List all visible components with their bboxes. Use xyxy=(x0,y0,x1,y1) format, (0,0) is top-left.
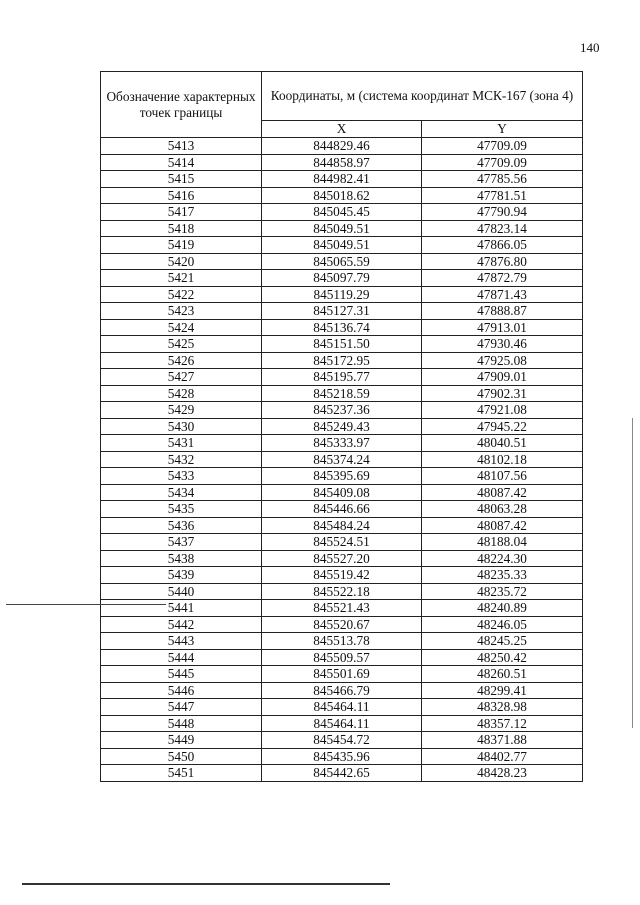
cell-x: 845513.78 xyxy=(262,633,422,650)
cell-y: 48087.42 xyxy=(422,517,583,534)
cell-x: 845521.43 xyxy=(262,600,422,617)
cell-y: 47945.22 xyxy=(422,418,583,435)
cell-y: 47709.09 xyxy=(422,138,583,155)
cell-point: 5428 xyxy=(101,385,262,402)
cell-point: 5432 xyxy=(101,451,262,468)
cell-y: 47930.46 xyxy=(422,336,583,353)
cell-point: 5438 xyxy=(101,550,262,567)
cell-point: 5427 xyxy=(101,369,262,386)
cell-point: 5437 xyxy=(101,534,262,551)
table-row xyxy=(101,649,583,666)
cell-point: 5433 xyxy=(101,468,262,485)
header-y: Y xyxy=(422,121,583,138)
table-row xyxy=(101,138,583,155)
table-row xyxy=(101,666,583,683)
cell-y: 47709.09 xyxy=(422,154,583,171)
cell-point: 5443 xyxy=(101,633,262,650)
table-row xyxy=(101,154,583,171)
cell-y: 48245.25 xyxy=(422,633,583,650)
cell-point: 5424 xyxy=(101,319,262,336)
cell-x: 845527.20 xyxy=(262,550,422,567)
cell-y: 48235.33 xyxy=(422,567,583,584)
cell-point: 5441 xyxy=(101,600,262,617)
table-row xyxy=(101,699,583,716)
table-row xyxy=(101,435,583,452)
cell-point: 5423 xyxy=(101,303,262,320)
cell-y: 47913.01 xyxy=(422,319,583,336)
table-row xyxy=(101,369,583,386)
cell-x: 845127.31 xyxy=(262,303,422,320)
cell-x: 845172.95 xyxy=(262,352,422,369)
table-row xyxy=(101,600,583,617)
table-row xyxy=(101,336,583,353)
cell-y: 48224.30 xyxy=(422,550,583,567)
cell-y: 48260.51 xyxy=(422,666,583,683)
table-row xyxy=(101,682,583,699)
cell-point: 5435 xyxy=(101,501,262,518)
table-row xyxy=(101,550,583,567)
cell-x: 845097.79 xyxy=(262,270,422,287)
cell-y: 48087.42 xyxy=(422,484,583,501)
cell-y: 47909.01 xyxy=(422,369,583,386)
table-row xyxy=(101,534,583,551)
table-row xyxy=(101,237,583,254)
cell-y: 48299.41 xyxy=(422,682,583,699)
cell-point: 5416 xyxy=(101,187,262,204)
cell-point: 5446 xyxy=(101,682,262,699)
cell-x: 845119.29 xyxy=(262,286,422,303)
table-row xyxy=(101,319,583,336)
table-row xyxy=(101,253,583,270)
table-row xyxy=(101,484,583,501)
cell-x: 845435.96 xyxy=(262,748,422,765)
cell-y: 47888.87 xyxy=(422,303,583,320)
cell-x: 845464.11 xyxy=(262,699,422,716)
table-row xyxy=(101,567,583,584)
cell-point: 5417 xyxy=(101,204,262,221)
cell-y: 48357.12 xyxy=(422,715,583,732)
cell-point: 5425 xyxy=(101,336,262,353)
cell-y: 48328.98 xyxy=(422,699,583,716)
stray-scan-line xyxy=(6,604,166,605)
cell-x: 845065.59 xyxy=(262,253,422,270)
cell-point: 5415 xyxy=(101,171,262,188)
cell-point: 5413 xyxy=(101,138,262,155)
header-coordinates: Координаты, м (система координат МСК-167 (зона 4) xyxy=(262,72,583,121)
cell-x: 845409.08 xyxy=(262,484,422,501)
cell-point: 5439 xyxy=(101,567,262,584)
cell-x: 845249.43 xyxy=(262,418,422,435)
cell-x: 845395.69 xyxy=(262,468,422,485)
scan-edge-mark xyxy=(632,418,633,728)
cell-x: 845218.59 xyxy=(262,385,422,402)
cell-x: 845522.18 xyxy=(262,583,422,600)
table-row xyxy=(101,286,583,303)
cell-x: 845151.50 xyxy=(262,336,422,353)
cell-point: 5449 xyxy=(101,732,262,749)
cell-x: 845333.97 xyxy=(262,435,422,452)
cell-point: 5444 xyxy=(101,649,262,666)
cell-point: 5434 xyxy=(101,484,262,501)
table-row xyxy=(101,517,583,534)
cell-x: 845049.51 xyxy=(262,237,422,254)
cell-y: 48063.28 xyxy=(422,501,583,518)
cell-y: 48246.05 xyxy=(422,616,583,633)
table-row xyxy=(101,187,583,204)
table-row xyxy=(101,748,583,765)
cell-point: 5430 xyxy=(101,418,262,435)
table-row xyxy=(101,715,583,732)
cell-point: 5429 xyxy=(101,402,262,419)
cell-point: 5418 xyxy=(101,220,262,237)
cell-y: 47902.31 xyxy=(422,385,583,402)
cell-y: 48188.04 xyxy=(422,534,583,551)
cell-y: 48240.89 xyxy=(422,600,583,617)
cell-point: 5436 xyxy=(101,517,262,534)
cell-y: 47866.05 xyxy=(422,237,583,254)
cell-x: 845018.62 xyxy=(262,187,422,204)
table-row xyxy=(101,633,583,650)
table-row xyxy=(101,303,583,320)
cell-x: 845374.24 xyxy=(262,451,422,468)
cell-x: 845484.24 xyxy=(262,517,422,534)
cell-x: 845454.72 xyxy=(262,732,422,749)
table-row xyxy=(101,616,583,633)
cell-point: 5422 xyxy=(101,286,262,303)
cell-y: 48428.23 xyxy=(422,765,583,782)
cell-x: 845446.66 xyxy=(262,501,422,518)
cell-x: 845195.77 xyxy=(262,369,422,386)
cell-y: 47921.08 xyxy=(422,402,583,419)
cell-y: 47790.94 xyxy=(422,204,583,221)
cell-x: 845519.42 xyxy=(262,567,422,584)
bottom-rule xyxy=(22,883,390,885)
cell-point: 5420 xyxy=(101,253,262,270)
cell-y: 47872.79 xyxy=(422,270,583,287)
cell-x: 845466.79 xyxy=(262,682,422,699)
cell-point: 5440 xyxy=(101,583,262,600)
page-number: 140 xyxy=(580,40,600,55)
table-row xyxy=(101,451,583,468)
cell-y: 47785.56 xyxy=(422,171,583,188)
cell-y: 47823.14 xyxy=(422,220,583,237)
cell-point: 5448 xyxy=(101,715,262,732)
cell-x: 845237.36 xyxy=(262,402,422,419)
table-row xyxy=(101,220,583,237)
cell-y: 48107.56 xyxy=(422,468,583,485)
table-row xyxy=(101,765,583,782)
table-row xyxy=(101,501,583,518)
table-row xyxy=(101,270,583,287)
table-row xyxy=(101,402,583,419)
cell-x: 845464.11 xyxy=(262,715,422,732)
cell-x: 845442.65 xyxy=(262,765,422,782)
cell-x: 845049.51 xyxy=(262,220,422,237)
cell-x: 844829.46 xyxy=(262,138,422,155)
coordinates-table xyxy=(100,71,583,782)
cell-x: 844858.97 xyxy=(262,154,422,171)
header-point-designation: Обозначение характерных точек границы xyxy=(101,72,262,138)
table-row xyxy=(101,352,583,369)
cell-x: 845524.51 xyxy=(262,534,422,551)
table-row xyxy=(101,418,583,435)
table-row xyxy=(101,204,583,221)
cell-y: 47876.80 xyxy=(422,253,583,270)
cell-y: 48250.42 xyxy=(422,649,583,666)
cell-y: 48235.72 xyxy=(422,583,583,600)
cell-point: 5442 xyxy=(101,616,262,633)
table-row xyxy=(101,468,583,485)
cell-x: 845520.67 xyxy=(262,616,422,633)
cell-y: 48371.88 xyxy=(422,732,583,749)
cell-y: 47925.08 xyxy=(422,352,583,369)
cell-point: 5421 xyxy=(101,270,262,287)
cell-x: 844982.41 xyxy=(262,171,422,188)
table-body xyxy=(101,138,583,782)
cell-y: 47781.51 xyxy=(422,187,583,204)
cell-point: 5445 xyxy=(101,666,262,683)
cell-point: 5419 xyxy=(101,237,262,254)
cell-point: 5414 xyxy=(101,154,262,171)
cell-y: 48040.51 xyxy=(422,435,583,452)
cell-point: 5426 xyxy=(101,352,262,369)
table-row xyxy=(101,583,583,600)
cell-point: 5447 xyxy=(101,699,262,716)
cell-x: 845045.45 xyxy=(262,204,422,221)
table-row xyxy=(101,171,583,188)
cell-y: 48102.18 xyxy=(422,451,583,468)
cell-x: 845136.74 xyxy=(262,319,422,336)
cell-x: 845501.69 xyxy=(262,666,422,683)
cell-y: 48402.77 xyxy=(422,748,583,765)
cell-point: 5450 xyxy=(101,748,262,765)
table-row xyxy=(101,732,583,749)
cell-point: 5451 xyxy=(101,765,262,782)
cell-y: 47871.43 xyxy=(422,286,583,303)
cell-point: 5431 xyxy=(101,435,262,452)
table-row xyxy=(101,385,583,402)
cell-x: 845509.57 xyxy=(262,649,422,666)
header-x: X xyxy=(262,121,422,138)
